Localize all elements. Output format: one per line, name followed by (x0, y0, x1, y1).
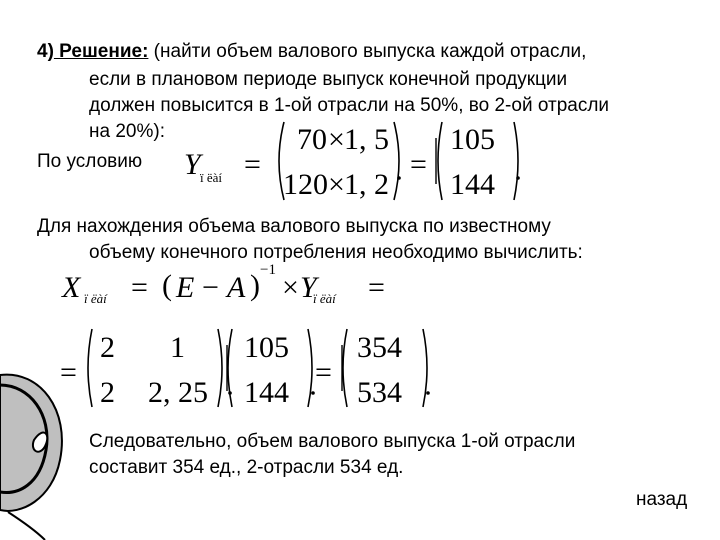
formula-x-sub: ï ëàí (84, 291, 107, 306)
heading-line-4: на 20%): (89, 121, 165, 142)
v1-r2: 144 (450, 168, 495, 201)
conclusion-line-1: Следовательно, объем валового выпуска 1-ой отрасли (89, 431, 576, 452)
formula-rparen: ) (250, 269, 260, 302)
formula-lparen: ( (162, 269, 172, 302)
back-link[interactable]: назад (636, 489, 688, 510)
m1-r2c1: 120 (283, 168, 328, 201)
m1-r2op: × (328, 168, 345, 201)
formula-x: X (62, 271, 81, 304)
m2-r1c1: 2 (100, 331, 115, 364)
m1-r1op: × (328, 123, 345, 156)
m2-r2c1: 2 (100, 376, 115, 409)
condition-label: По условию (37, 151, 143, 172)
m1-r1c2: 1, 5 (344, 123, 389, 156)
v1-r1: 105 (450, 123, 495, 156)
heading-text: (найти объем валового выпуска каждой отрасли, (148, 41, 587, 62)
condition-eq: = (244, 148, 261, 181)
formula-y: Y (300, 271, 317, 304)
m2-r1c2: 1 (170, 331, 185, 364)
condition-eq2: = (410, 148, 427, 181)
m1-r1c1: 70 (297, 123, 327, 156)
v2-r1: 105 (244, 331, 289, 364)
m1-r2c2: 1, 2 (344, 168, 389, 201)
heading-line-1 (37, 40, 586, 63)
condition-var: Y (184, 148, 201, 181)
heading-label: Решение: (53, 41, 149, 62)
v2-r2: 144 (244, 376, 289, 409)
heading-line-2: если в плановом периоде выпуск конечной продукции (89, 69, 568, 90)
v3-r1: 354 (357, 331, 402, 364)
formula-minus: − (202, 271, 219, 304)
v3-r2: 534 (357, 376, 402, 409)
formula-e: E (176, 271, 195, 304)
formula-times: × (282, 271, 299, 304)
calc-eq: = (60, 356, 77, 389)
instruction-line-1: Для нахождения объема валового выпуска по известному (37, 216, 551, 237)
conclusion-line-2: составит 354 ед., 2-отрасли 534 ед. (89, 457, 404, 478)
decorative-swirl (0, 300, 75, 540)
formula-y-sub: ï ëàí (313, 291, 336, 306)
heading-number: 4) (37, 41, 54, 62)
heading-line-3: должен повысится в 1-ой отрасли на 50%, во 2-ой отрасли (89, 95, 610, 116)
formula-exp: −1 (260, 262, 276, 278)
m2-r2c2: 2, 25 (148, 376, 208, 409)
instruction-line-2: объему конечного потребления необходимо вычислить: (89, 242, 583, 263)
calc-eq2: = (315, 356, 332, 389)
formula-eq: = (131, 271, 148, 304)
condition-sub: ï ëàí (200, 170, 223, 185)
formula-a: A (227, 271, 246, 304)
formula-eq-end: = (368, 271, 385, 304)
